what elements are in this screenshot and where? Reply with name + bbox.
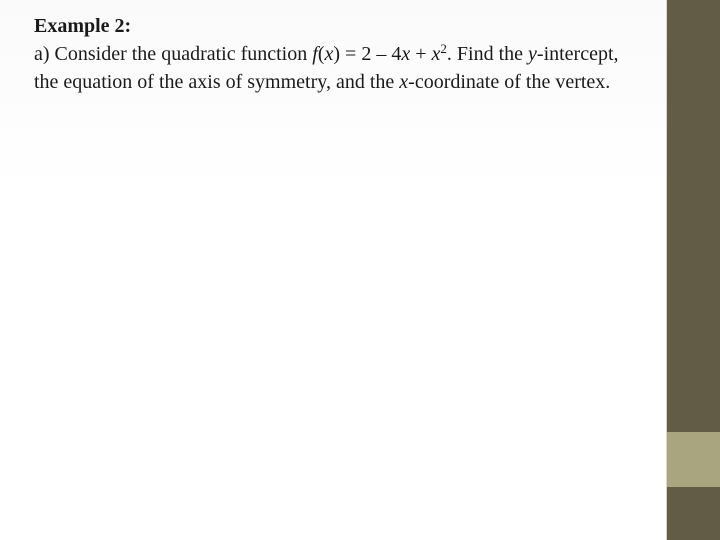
variable-y: y: [528, 43, 537, 65]
slide-content: [34, 12, 646, 96]
equation-body: ) = 2 – 4: [333, 43, 402, 65]
exponent: 2: [440, 41, 447, 56]
question-tail: -coordinate of the vertex.: [408, 71, 611, 93]
variable-x: x: [399, 71, 409, 93]
variable-x: x: [401, 43, 411, 65]
variable-x: x: [324, 43, 334, 65]
plus-sign: +: [410, 43, 432, 65]
decorative-sidebar: [666, 0, 720, 540]
find-text: . Find the: [446, 43, 529, 65]
question-line2: -intercept, the equation of the axis of symmetry, and the: [34, 43, 619, 93]
example-heading: Example 2:: [34, 15, 132, 37]
question-paragraph: [34, 40, 646, 96]
question-lead: a) Consider the quadratic function: [34, 43, 313, 65]
variable-x: x: [431, 43, 441, 65]
sidebar-accent-block: [667, 432, 720, 487]
function-symbol: f: [312, 43, 318, 65]
paren-open: (: [317, 43, 325, 65]
